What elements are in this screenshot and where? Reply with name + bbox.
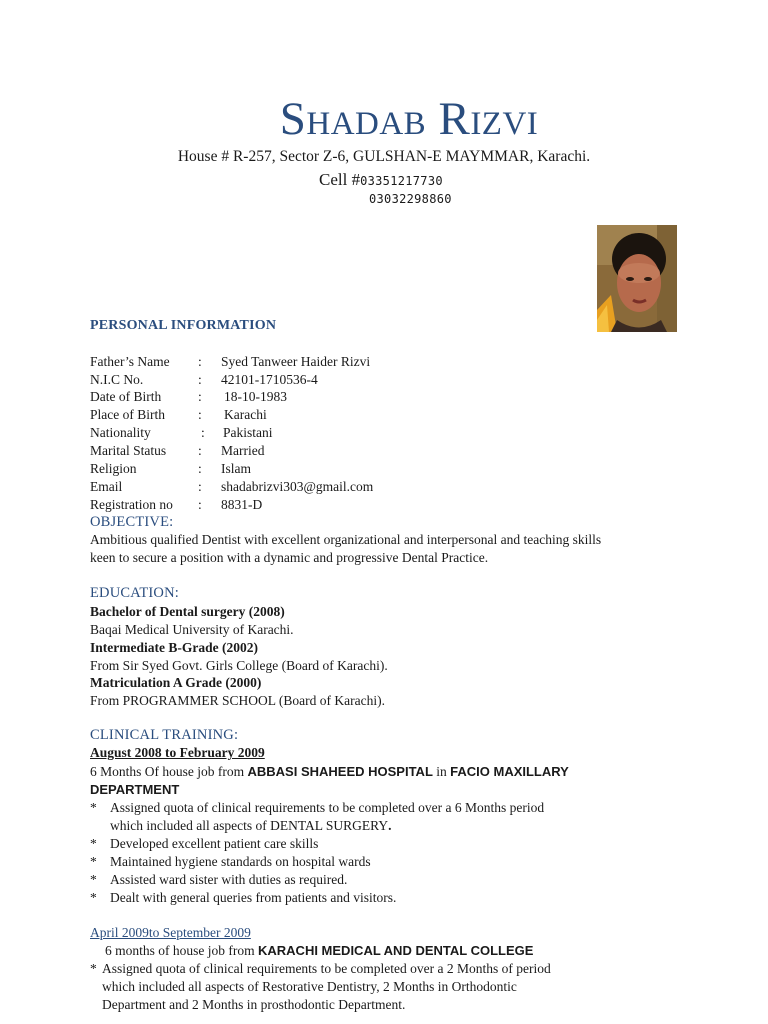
candidate-name: Shadab Rizvi	[279, 93, 539, 145]
info-value: 18-10-1983	[224, 389, 287, 404]
info-value: 42101-1710536-4	[221, 372, 318, 387]
list-item-continued: which included all aspects of Restorative Dentistry, 2 Months in Orthodontic	[102, 979, 517, 994]
bullet-marker: *	[90, 872, 97, 887]
bullet-marker: *	[90, 836, 97, 851]
info-value: Pakistani	[223, 425, 273, 440]
list-item: * Maintained hygiene standards on hospital wards	[90, 854, 371, 869]
list-item: * Assigned quota of clinical requirements to be completed over a 2 Months of period	[90, 961, 551, 976]
info-label: N.I.C No.	[90, 372, 144, 387]
education-degree: Matriculation A Grade (2000)	[90, 675, 262, 690]
bullet-marker: *	[90, 890, 97, 905]
education-degree: Bachelor of Dental surgery (2008)	[90, 604, 285, 619]
education-degree: Intermediate B-Grade (2002)	[90, 640, 258, 655]
personal-info-heading: PERSONAL INFORMATION	[90, 318, 277, 333]
info-label: Registration no	[90, 497, 173, 512]
cell-line	[319, 170, 443, 190]
info-separator: :	[198, 389, 202, 404]
cell-number-2: 03032298860	[369, 192, 452, 206]
job-intro: 6 Months Of house job from ABBASI SHAHEED HOSPITAL in FACIO MAXILLARY	[90, 764, 569, 779]
info-value: Married	[221, 443, 265, 458]
info-value: 8831-D	[221, 497, 263, 512]
education-institution: Baqai Medical University of Karachi.	[90, 622, 294, 637]
objective-heading: OBJECTIVE:	[90, 514, 174, 530]
education-institution: From Sir Syed Govt. Girls College (Board of Karachi).	[90, 658, 388, 673]
info-separator: :	[198, 497, 202, 512]
education-heading: EDUCATION:	[90, 585, 179, 601]
email-value[interactable]: shadabrizvi303@gmail.com	[221, 479, 374, 494]
bullet-marker: *	[90, 961, 97, 976]
list-item: * Dealt with general queries from patients and visitors.	[90, 890, 397, 905]
info-label: Place of Birth	[90, 407, 165, 422]
objective-line-1: Ambitious qualified Dentist with excellent organizational and interpersonal and teaching skills	[90, 532, 602, 547]
info-label: Religion	[90, 461, 137, 476]
list-item-continued: Department and 2 Months in prosthodontic Department.	[102, 997, 406, 1012]
info-value: Karachi	[224, 407, 267, 422]
bullet-marker: *	[90, 854, 97, 869]
address: House # R-257, Sector Z-6, GULSHAN-E MAYMMAR, Karachi.	[177, 148, 591, 165]
info-label: Marital Status	[90, 443, 167, 458]
job-period: April 2009to September 2009	[90, 925, 251, 940]
list-item: * Assisted ward sister with duties as required.	[90, 872, 348, 887]
info-value: Islam	[221, 461, 251, 476]
bullet-marker: *	[90, 800, 97, 815]
info-label: Email	[90, 479, 123, 494]
info-value: Syed Tanweer Haider Rizvi	[221, 354, 371, 369]
info-separator: :	[198, 443, 202, 458]
clinical-training-heading: CLINICAL TRAINING:	[90, 727, 239, 743]
job-intro: 6 months of house job from KARACHI MEDICAL AND DENTAL COLLEGE	[105, 943, 534, 958]
info-label: Nationality	[90, 425, 151, 440]
job-period: August 2008 to February 2009	[90, 745, 265, 760]
objective-line-2: keen to secure a position with a dynamic and progressive Dental Practice.	[90, 550, 489, 565]
info-separator: :	[198, 479, 202, 494]
info-separator: :	[198, 461, 202, 476]
info-separator: :	[198, 354, 202, 369]
list-item: * Assigned quota of clinical requirements to be completed over a 6 Months period	[90, 800, 545, 815]
cell-number-1: 03351217730	[360, 174, 443, 188]
info-label: Date of Birth	[90, 389, 162, 404]
info-separator: :	[198, 372, 202, 387]
cell-label: Cell #	[319, 170, 361, 189]
list-item: * Developed excellent patient care skills	[90, 836, 319, 851]
info-separator: :	[198, 407, 202, 422]
info-label: Father’s Name	[90, 354, 170, 369]
list-item-continued: which included all aspects of DENTAL SURGERY.	[110, 818, 392, 833]
profile-photo	[597, 225, 677, 332]
job-intro-continued: DEPARTMENT	[90, 782, 180, 797]
info-separator: :	[201, 425, 205, 440]
education-institution: From PROGRAMMER SCHOOL (Board of Karachi).	[90, 693, 385, 708]
